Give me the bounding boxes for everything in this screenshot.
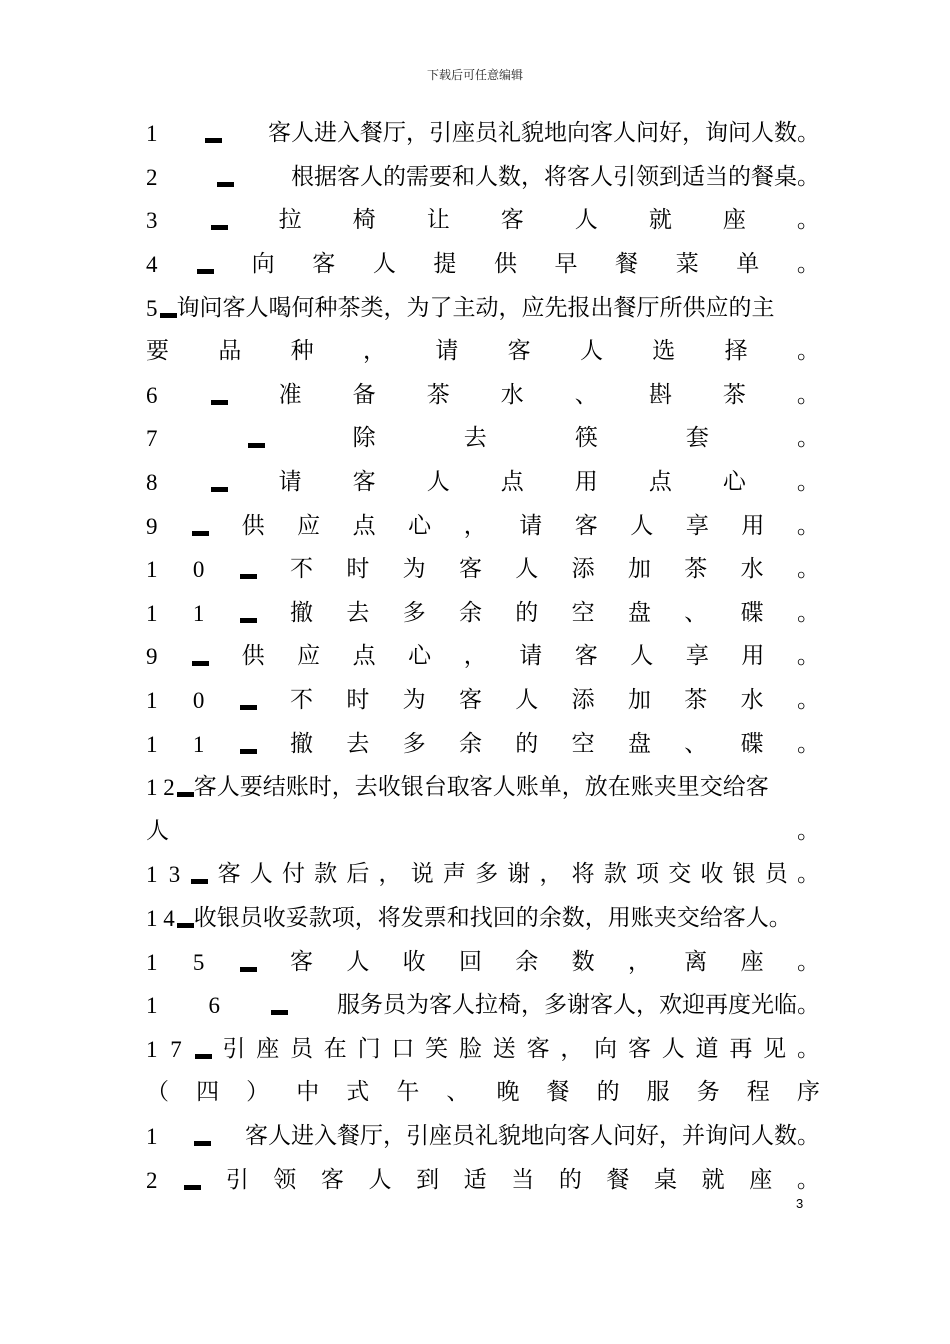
text-token: 请 bbox=[519, 512, 543, 539]
text-token: 早 bbox=[554, 251, 578, 278]
text-line bbox=[146, 199, 820, 243]
text-token: 为 bbox=[402, 556, 426, 583]
item-number: 1 bbox=[146, 731, 158, 757]
list-marker-icon bbox=[177, 792, 194, 797]
text-token: 餐 bbox=[615, 251, 639, 278]
text-token: ， bbox=[463, 512, 487, 539]
text-token: 离 bbox=[684, 948, 708, 975]
text-token: 客 bbox=[574, 643, 598, 670]
text-token: 享 bbox=[685, 512, 709, 539]
text-token: 数 bbox=[571, 948, 595, 975]
text-token: 客 bbox=[574, 512, 598, 539]
text-token: 客 bbox=[352, 469, 376, 496]
text-token: 领 bbox=[273, 1166, 297, 1193]
text-token: 准 bbox=[278, 381, 302, 408]
text-token: 菜 bbox=[675, 251, 699, 278]
text-token: 品 bbox=[218, 338, 242, 365]
text-token: 去 bbox=[346, 730, 370, 757]
text-line bbox=[146, 940, 820, 984]
text-token: 客 bbox=[289, 948, 313, 975]
item-number: 1 bbox=[146, 600, 158, 626]
page-number: 3 bbox=[796, 1196, 804, 1211]
item-number: 1 bbox=[146, 121, 158, 147]
text-line bbox=[146, 156, 820, 200]
text-token: 人 bbox=[426, 469, 450, 496]
text-token: 茶 bbox=[684, 556, 708, 583]
text-token: 。 bbox=[796, 381, 820, 408]
list-marker-icon bbox=[211, 487, 228, 492]
text-token: ， bbox=[378, 861, 402, 888]
text-token: 用 bbox=[574, 469, 598, 496]
list-marker-icon bbox=[195, 1054, 212, 1059]
text-token: 客 bbox=[312, 251, 336, 278]
text-token: 客 bbox=[526, 1035, 550, 1062]
text-token: 水 bbox=[500, 381, 524, 408]
text-token: 单 bbox=[736, 251, 760, 278]
text-token: 。 bbox=[796, 861, 820, 888]
text-token: 人 bbox=[146, 817, 169, 844]
list-marker-icon bbox=[240, 967, 257, 972]
text-token: 项 bbox=[636, 861, 659, 888]
text-token: 款 bbox=[603, 861, 627, 888]
item-number: 7 bbox=[170, 1036, 182, 1062]
text-token: 时 bbox=[346, 687, 370, 714]
item-number: 2 bbox=[146, 1167, 158, 1193]
text-token: 椅 bbox=[352, 207, 376, 234]
text-token: 心 bbox=[408, 512, 432, 539]
item-number: 5 bbox=[146, 295, 158, 321]
text-token: 服 bbox=[646, 1079, 670, 1106]
text-token: 在 bbox=[323, 1035, 347, 1062]
text-token: 用 bbox=[741, 512, 765, 539]
text-token: 。 bbox=[796, 599, 820, 626]
text-token: 四 bbox=[196, 1079, 220, 1106]
text-token: 座 bbox=[722, 207, 746, 234]
text-token: 序 bbox=[796, 1079, 820, 1106]
text-token: 点 bbox=[352, 512, 376, 539]
text-token: 付 bbox=[281, 861, 305, 888]
list-marker-icon bbox=[191, 879, 208, 884]
text-line bbox=[146, 897, 820, 941]
text-token: 人 bbox=[661, 1035, 685, 1062]
text-token: 座 bbox=[740, 948, 764, 975]
item-number: 1 bbox=[146, 862, 158, 888]
text-token: 多 bbox=[402, 730, 426, 757]
item-number: 1 bbox=[146, 1036, 158, 1062]
text-token: ， bbox=[627, 948, 651, 975]
text-token: 用 bbox=[741, 643, 765, 670]
item-number: 9 bbox=[146, 513, 158, 539]
item-number: 9 bbox=[146, 644, 158, 670]
text-token: 的 bbox=[515, 730, 539, 757]
text-token: 点 bbox=[648, 469, 672, 496]
text-token: 谢 bbox=[507, 861, 531, 888]
text-token: 。 bbox=[796, 469, 820, 496]
item-number: 1 bbox=[146, 557, 158, 583]
text-token: 向 bbox=[251, 251, 275, 278]
text-token: 客人进入餐厅，引座员礼貌地向客人问好，并询问人数。 bbox=[245, 1122, 820, 1149]
text-token: 当 bbox=[511, 1166, 535, 1193]
text-token: 交 bbox=[668, 861, 692, 888]
text-token: 多 bbox=[402, 599, 426, 626]
text-token: 务 bbox=[696, 1079, 720, 1106]
item-number: 5 bbox=[192, 949, 205, 975]
text-token: 。 bbox=[796, 687, 820, 714]
text-token: 门 bbox=[357, 1035, 381, 1062]
text-token: 去 bbox=[346, 599, 370, 626]
text-token: 。 bbox=[796, 338, 820, 365]
text-token: 客人要结账时，去收银台取客人账单，放在账夹里交给客 bbox=[193, 774, 769, 801]
text-token: 的 bbox=[515, 599, 539, 626]
item-number: 1 bbox=[146, 688, 158, 714]
text-token: 让 bbox=[426, 207, 450, 234]
text-token: 人 bbox=[368, 1166, 392, 1193]
text-line bbox=[146, 286, 820, 330]
item-number: 6 bbox=[146, 382, 158, 408]
text-token: 人 bbox=[630, 512, 654, 539]
text-token: 人 bbox=[372, 251, 396, 278]
list-marker-icon bbox=[271, 1010, 288, 1015]
text-token: 的 bbox=[558, 1166, 582, 1193]
text-token: 员 bbox=[764, 861, 788, 888]
text-token: 中 bbox=[296, 1079, 320, 1106]
text-token: 声 bbox=[442, 861, 466, 888]
text-token: 客 bbox=[627, 1035, 651, 1062]
text-token: 心 bbox=[722, 469, 746, 496]
text-token: 应 bbox=[297, 643, 321, 670]
text-token: 引 bbox=[222, 1035, 246, 1062]
text-token: 。 bbox=[796, 512, 820, 539]
text-token: 余 bbox=[458, 599, 482, 626]
text-token: 择 bbox=[724, 338, 748, 365]
text-token: 人 bbox=[515, 687, 539, 714]
text-token: 收 bbox=[402, 948, 426, 975]
text-token: 斟 bbox=[648, 381, 672, 408]
list-marker-icon bbox=[217, 182, 234, 187]
text-token: 点 bbox=[352, 643, 376, 670]
text-token: 客人进入餐厅，引座员礼貌地向客人问好，询问人数。 bbox=[268, 120, 820, 147]
text-token: 选 bbox=[652, 338, 676, 365]
text-token: 式 bbox=[346, 1079, 370, 1106]
text-token: 将 bbox=[571, 861, 595, 888]
list-marker-icon bbox=[184, 1185, 201, 1190]
item-number: 1 bbox=[146, 993, 158, 1019]
text-token: 茶 bbox=[684, 687, 708, 714]
text-token: 、 bbox=[446, 1079, 470, 1106]
item-number: 8 bbox=[146, 470, 158, 496]
text-token: 种 bbox=[290, 338, 314, 365]
text-token: 空 bbox=[571, 730, 595, 757]
text-token: 水 bbox=[740, 687, 764, 714]
text-token: 水 bbox=[740, 556, 764, 583]
text-token: 收 bbox=[700, 861, 724, 888]
item-number: 1 bbox=[146, 1123, 158, 1149]
text-token: 供 bbox=[241, 643, 265, 670]
text-token: 撤 bbox=[289, 730, 313, 757]
text-token: 碟 bbox=[740, 730, 764, 757]
text-token: 人 bbox=[249, 861, 273, 888]
text-token: 口 bbox=[391, 1035, 415, 1062]
text-token: 。 bbox=[796, 207, 820, 234]
text-line bbox=[146, 592, 820, 636]
text-line bbox=[146, 1115, 820, 1159]
text-line bbox=[146, 635, 820, 679]
text-token: 款 bbox=[314, 861, 338, 888]
text-token: 碟 bbox=[740, 599, 764, 626]
text-token: 茶 bbox=[426, 381, 450, 408]
list-marker-icon bbox=[240, 749, 257, 754]
text-token: 。 bbox=[796, 556, 820, 583]
text-token: 再 bbox=[729, 1035, 753, 1062]
text-token: 收银员收妥款项，将发票和找回的余数，用账夹交给客人。 bbox=[193, 904, 792, 931]
text-token: 。 bbox=[796, 251, 820, 278]
text-token: 根据客人的需要和人数，将客人引领到适当的餐桌。 bbox=[291, 163, 820, 190]
document-body bbox=[146, 112, 820, 1202]
text-token: 撤 bbox=[289, 599, 313, 626]
item-number: 6 bbox=[208, 993, 220, 1019]
text-token: 去 bbox=[463, 425, 487, 452]
text-line bbox=[146, 330, 820, 374]
text-token: 拉 bbox=[278, 207, 302, 234]
list-marker-icon bbox=[240, 574, 257, 579]
text-line bbox=[146, 1071, 820, 1115]
text-token: 除 bbox=[352, 425, 376, 452]
text-token: 回 bbox=[458, 948, 482, 975]
text-token: 人 bbox=[346, 948, 370, 975]
list-marker-icon bbox=[192, 661, 209, 666]
text-token: 。 bbox=[796, 425, 820, 452]
text-token: 请 bbox=[278, 469, 302, 496]
text-token: 桌 bbox=[654, 1166, 678, 1193]
list-marker-icon bbox=[240, 705, 257, 710]
text-token: 客 bbox=[507, 338, 531, 365]
text-token: 。 bbox=[796, 1035, 820, 1062]
text-token: 添 bbox=[571, 687, 595, 714]
text-line bbox=[146, 810, 820, 854]
list-marker-icon bbox=[160, 313, 177, 318]
text-token: 余 bbox=[458, 730, 482, 757]
text-token: 就 bbox=[701, 1166, 725, 1193]
list-marker-icon bbox=[177, 923, 194, 928]
text-token: 盘 bbox=[627, 730, 651, 757]
list-marker-icon bbox=[211, 400, 228, 405]
text-line bbox=[146, 853, 820, 897]
text-token: 就 bbox=[648, 207, 672, 234]
text-token: 人 bbox=[515, 556, 539, 583]
text-token: ） bbox=[246, 1079, 270, 1106]
text-token: 见 bbox=[763, 1035, 787, 1062]
text-token: 、 bbox=[684, 599, 708, 626]
text-token: 程 bbox=[746, 1079, 770, 1106]
text-line bbox=[146, 548, 820, 592]
text-token: 引 bbox=[225, 1166, 249, 1193]
text-token: 加 bbox=[627, 687, 651, 714]
text-token: 加 bbox=[627, 556, 651, 583]
text-line bbox=[146, 1158, 820, 1202]
text-token: 人 bbox=[630, 643, 654, 670]
text-token: 要 bbox=[146, 338, 169, 365]
text-line bbox=[146, 679, 820, 723]
text-token: 。 bbox=[796, 1166, 820, 1193]
page-header: 下载后可任意编辑 bbox=[426, 68, 523, 82]
text-token: 供 bbox=[241, 512, 265, 539]
text-token: 向 bbox=[594, 1035, 618, 1062]
text-token: 备 bbox=[352, 381, 376, 408]
list-marker-icon bbox=[192, 531, 209, 536]
text-token: 座 bbox=[749, 1166, 773, 1193]
item-number: 4 bbox=[146, 252, 158, 278]
item-number: 1 4 bbox=[146, 905, 175, 931]
text-token: 客 bbox=[458, 687, 482, 714]
text-token: 送 bbox=[492, 1035, 516, 1062]
text-token: 多 bbox=[475, 861, 499, 888]
text-token: 道 bbox=[695, 1035, 719, 1062]
item-number: 1 bbox=[192, 731, 205, 757]
item-number: 7 bbox=[146, 426, 158, 452]
text-line bbox=[146, 112, 820, 156]
text-token: 、 bbox=[574, 381, 598, 408]
text-token: 。 bbox=[796, 948, 820, 975]
text-token: 客 bbox=[500, 207, 524, 234]
text-token: 服务员为客人拉椅，多谢客人，欢迎再度光临。 bbox=[337, 992, 820, 1019]
text-token: 人 bbox=[579, 338, 603, 365]
list-marker-icon bbox=[205, 138, 222, 143]
text-token: 为 bbox=[402, 687, 426, 714]
text-token: 脸 bbox=[458, 1035, 482, 1062]
item-number: 3 bbox=[168, 862, 181, 888]
text-line bbox=[146, 504, 820, 548]
list-marker-icon bbox=[197, 269, 214, 274]
text-line bbox=[146, 1027, 820, 1071]
text-token: 询问客人喝何种茶类，为了主动，应先报出餐厅所供应的主 bbox=[176, 294, 775, 321]
item-number: 0 bbox=[192, 557, 205, 583]
text-token: （ bbox=[146, 1079, 169, 1106]
text-token: 请 bbox=[435, 338, 459, 365]
text-token: 应 bbox=[297, 512, 321, 539]
text-line bbox=[146, 374, 820, 418]
text-token: 的 bbox=[596, 1079, 620, 1106]
text-token: 提 bbox=[433, 251, 457, 278]
text-token: 不 bbox=[289, 556, 313, 583]
text-token: 客 bbox=[217, 861, 241, 888]
text-token: 座 bbox=[256, 1035, 280, 1062]
text-token: 晚 bbox=[496, 1079, 520, 1106]
text-line bbox=[146, 461, 820, 505]
text-token: 后 bbox=[346, 861, 370, 888]
text-token: 、 bbox=[684, 730, 708, 757]
item-number: 1 bbox=[192, 600, 205, 626]
text-line bbox=[146, 984, 820, 1028]
text-token: 到 bbox=[416, 1166, 440, 1193]
text-token: 银 bbox=[732, 861, 756, 888]
item-number: 2 bbox=[146, 164, 158, 190]
text-token: 心 bbox=[408, 643, 432, 670]
text-token: 点 bbox=[500, 469, 524, 496]
text-token: ， bbox=[560, 1035, 584, 1062]
text-token: 。 bbox=[797, 817, 820, 844]
text-token: ， bbox=[362, 338, 386, 365]
text-token: 客 bbox=[320, 1166, 344, 1193]
text-token: 餐 bbox=[606, 1166, 630, 1193]
text-line bbox=[146, 766, 820, 810]
text-token: 笑 bbox=[425, 1035, 449, 1062]
text-token: ， bbox=[463, 643, 487, 670]
list-marker-icon bbox=[240, 618, 257, 623]
text-token: 午 bbox=[396, 1079, 420, 1106]
text-token: 人 bbox=[574, 207, 598, 234]
item-number: 1 bbox=[146, 949, 158, 975]
text-token: 说 bbox=[410, 861, 434, 888]
text-token: 享 bbox=[685, 643, 709, 670]
text-token: 餐 bbox=[546, 1079, 570, 1106]
text-token: 。 bbox=[796, 643, 820, 670]
text-token: 余 bbox=[515, 948, 539, 975]
item-number: 1 2 bbox=[146, 775, 175, 801]
item-number: 0 bbox=[192, 688, 205, 714]
text-token: 空 bbox=[571, 599, 595, 626]
text-token: 茶 bbox=[722, 381, 746, 408]
text-token: 筷 bbox=[574, 425, 598, 452]
text-token: 请 bbox=[519, 643, 543, 670]
text-token: 时 bbox=[346, 556, 370, 583]
text-token: 不 bbox=[289, 687, 313, 714]
text-token: 套 bbox=[685, 425, 709, 452]
text-token: 客 bbox=[458, 556, 482, 583]
text-line bbox=[146, 417, 820, 461]
text-token: 适 bbox=[463, 1166, 487, 1193]
text-line bbox=[146, 243, 820, 287]
text-token: 盘 bbox=[627, 599, 651, 626]
text-line bbox=[146, 722, 820, 766]
text-token: 。 bbox=[796, 730, 820, 757]
list-marker-icon bbox=[194, 1141, 211, 1146]
list-marker-icon bbox=[211, 225, 228, 230]
text-token: 供 bbox=[493, 251, 517, 278]
item-number: 3 bbox=[146, 208, 158, 234]
text-token: ， bbox=[539, 861, 563, 888]
text-token: 添 bbox=[571, 556, 595, 583]
list-marker-icon bbox=[248, 443, 265, 448]
text-token: 员 bbox=[289, 1035, 313, 1062]
